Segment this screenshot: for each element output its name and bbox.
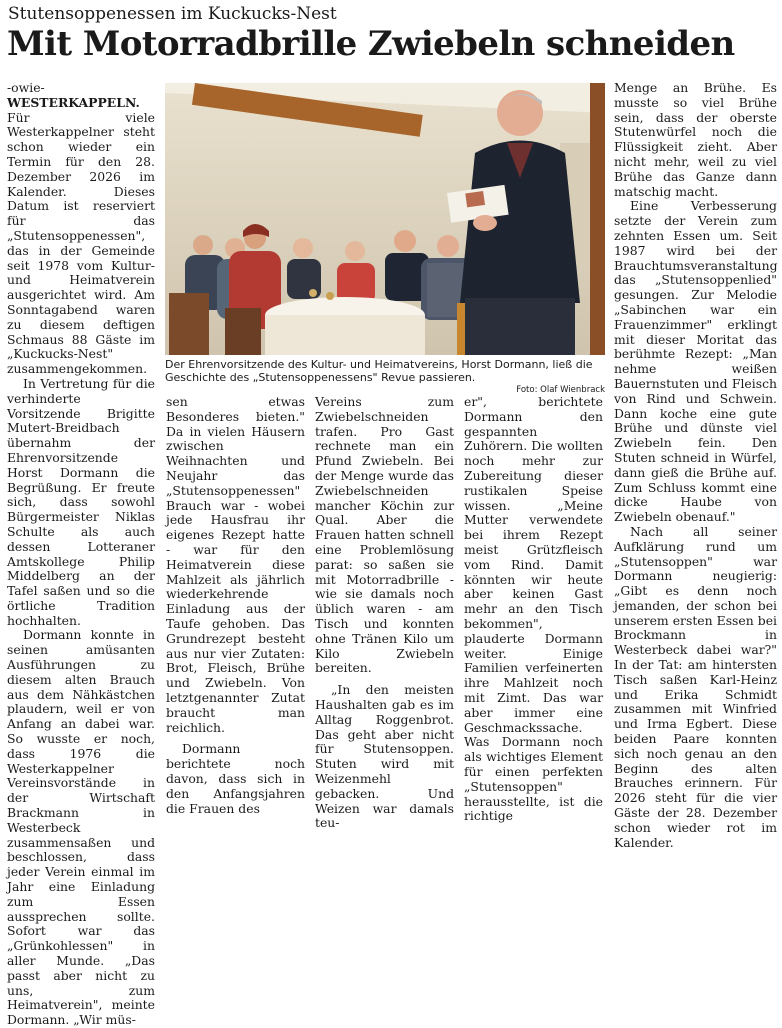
paragraph-text: Für viele Westerkappelner steht schon wieder ein Termin für den 28. Dezember 2026 im Kalender. Dieses Datum ist reserviert für das „Stutensoppenessen", das in der Gemeinde seit 1978 vom Kultur- und Heimatverein ausgerichtet wird. Am Sonntagabend waren zu diesem deftigen Schmaus 88 Gäste im „Kuckucks-Nest" zusammengekommen. xyxy=(7,109,155,377)
photo-caption xyxy=(165,358,605,397)
article-column-4 xyxy=(464,395,603,824)
paragraph: Dormann konnte in seinen amüsanten Ausführungen zu diesem alten Brauch aus dem Nähkästchen plaudern, weil er von Anfang an dabei war. So wusste er noch, dass 1976 die Westerkappelner Vereinsvorstände in der Wirtschaft Brackmann in Westerbeck zusammensaßen und beschlossen, dass jeder Verein einmal im Jahr eine Einladung zum Essen aussprechen sollte. Sofort war das „Grünkohlessen" in aller Munde. „Das passt aber nicht zu uns, zum Heimatverein", meinte Dormann. „Wir müs- xyxy=(7,627,155,1028)
article-kicker: Stutensoppenessen im Kuckucks-Nest xyxy=(8,4,337,24)
paragraph: Nach all seiner Aufklärung rund um „Stutensoppen" war Dormann neugierig: „Gibt es denn noch jemanden, der schon bei unserem ersten Essen bei Brockmann in Westerbeck dabei war?" In der Tat: am hintersten Tisch saßen Karl-Heinz und Erika Schmidt zusammen mit Winfried und Irma Egbert. Diese beiden Paare konnten sich noch genau an den Beginn des alten Brauches erinnern. Für 2026 steht für die vier Gäste der 28. Dezember schon wieder rot im Kalender. xyxy=(614,523,777,850)
paragraph: sen etwas Besonderes bieten." Da in vielen Häusern zwischen Weihnachten und Neujahr das „Stutensoppenessen" Brauch war - wobei jede Hausfrau ihr eigenes Rezept hatte - war für den Heimatverein diese Mahlzeit als jährlich wiederkehrende Einladung aus der Taufe gehoben. Das Grundrezept besteht aus nur vier Zutaten: Brot, Fleisch, Brühe und Zwiebeln. Von letztgenannter Zutat braucht man reichlich. xyxy=(166,394,305,735)
photo-illustration xyxy=(165,83,605,355)
article-headline: Mit Motorradbrille Zwiebeln schneiden xyxy=(7,24,735,64)
dateline: WESTERKAPPELN. xyxy=(7,94,140,110)
article-photo xyxy=(165,83,605,355)
article-column-2 xyxy=(166,395,305,816)
article-column-3 xyxy=(315,395,454,831)
paragraph xyxy=(7,81,155,377)
paragraph: Eine Verbesserung setzte der Verein zum zehnten Essen um. Seit 1987 wird bei der Brauchtumsveranstaltung das „Stutensoppenlied" gesungen. Zur Melodie „Sabinchen war ein Frauenzimmer" erklingt mit dieser Moritat das berühmte Rezept: „Man nehme weißen Bauernstuten und Fleisch von Rind und Schwein. Dann koche eine gute Brühe und dünste viel Zwiebeln fein. Den Stuten schneid in Würfel, dann gieß die Brühe auf. Zum Schluss kommt eine dicke Haube von Zwiebeln obenauf." xyxy=(614,198,778,525)
paragraph: Dormann berichtete noch davon, dass sich in den Anfangsjahren die Frauen des xyxy=(166,741,305,816)
article-column-1 xyxy=(7,81,155,1028)
photo-credit: Foto: Olaf Wienbrack xyxy=(516,385,605,395)
paragraph: er", berichtete Dormann den gespannten Zuhörern. Die wollten noch mehr zur Zubereitung dieser rustikalen Speise wissen. „Meine Mutter verwendete bei ihrem Rezept meist Grützfleisch vom Rind. Damit könnten wir heute aber keinen Gast mehr an den Tisch bekommen", plauderte Dormann weiter. Einige Familien verfeinerten ihre Mahlzeit noch mit Zimt. Das war aber immer eine Geschmackssache. Was Dormann noch als wichtiges Element für einen perfekten „Stutensoppen" herausstellte, ist die richtige xyxy=(464,394,603,824)
article-column-5 xyxy=(614,81,777,850)
paragraph: Menge an Brühe. Es musste so viel Brühe sein, dass der oberste Stutenwürfel noch die Flüssigkeit zieht. Aber nicht mehr, weil zu viel Brühe das Ganze dann matschig macht. xyxy=(614,80,777,199)
paragraph: „In den meisten Haushalten gab es im Alltag Roggenbrot. Das geht aber nicht für Stutensoppen. Stuten wird mit Weizenmehl gebacken. Und Weizen war damals teu- xyxy=(315,682,454,831)
byline: -owie- xyxy=(7,80,45,95)
paragraph: Vereins zum Zwiebelschneiden trafen. Pro Gast rechnete man ein Pfund Zwiebeln. Bei der Menge wurde das Zwiebelschneiden mancher Köchin zur Qual. Aber die Frauen hatten schnell eine Problemlösung parat: so saßen sie mit Motorradbrille - wie sie damals noch üblich waren - am Tisch und konnten ohne Tränen Kilo um Kilo Zwiebeln bereiten. xyxy=(315,394,454,676)
paragraph: In Vertretung für die verhinderte Vorsitzende Brigitte Mutert-Breidbach übernahm der Ehrenvorsitzende Horst Dormann die Begrüßung. Er freute sich, dass sowohl Bürgermeister Niklas Schulte als auch dessen Lotteraner Amtskollege Philip Middelberg an der Tafel saßen und so die örtliche Tradition hochhalten. xyxy=(7,375,155,628)
caption-text: Der Ehrenvorsitzende des Kultur- und Heimatvereins, Horst Dormann, ließ die Geschichte des „Stutensoppenessens" Revue passieren. xyxy=(165,358,593,384)
